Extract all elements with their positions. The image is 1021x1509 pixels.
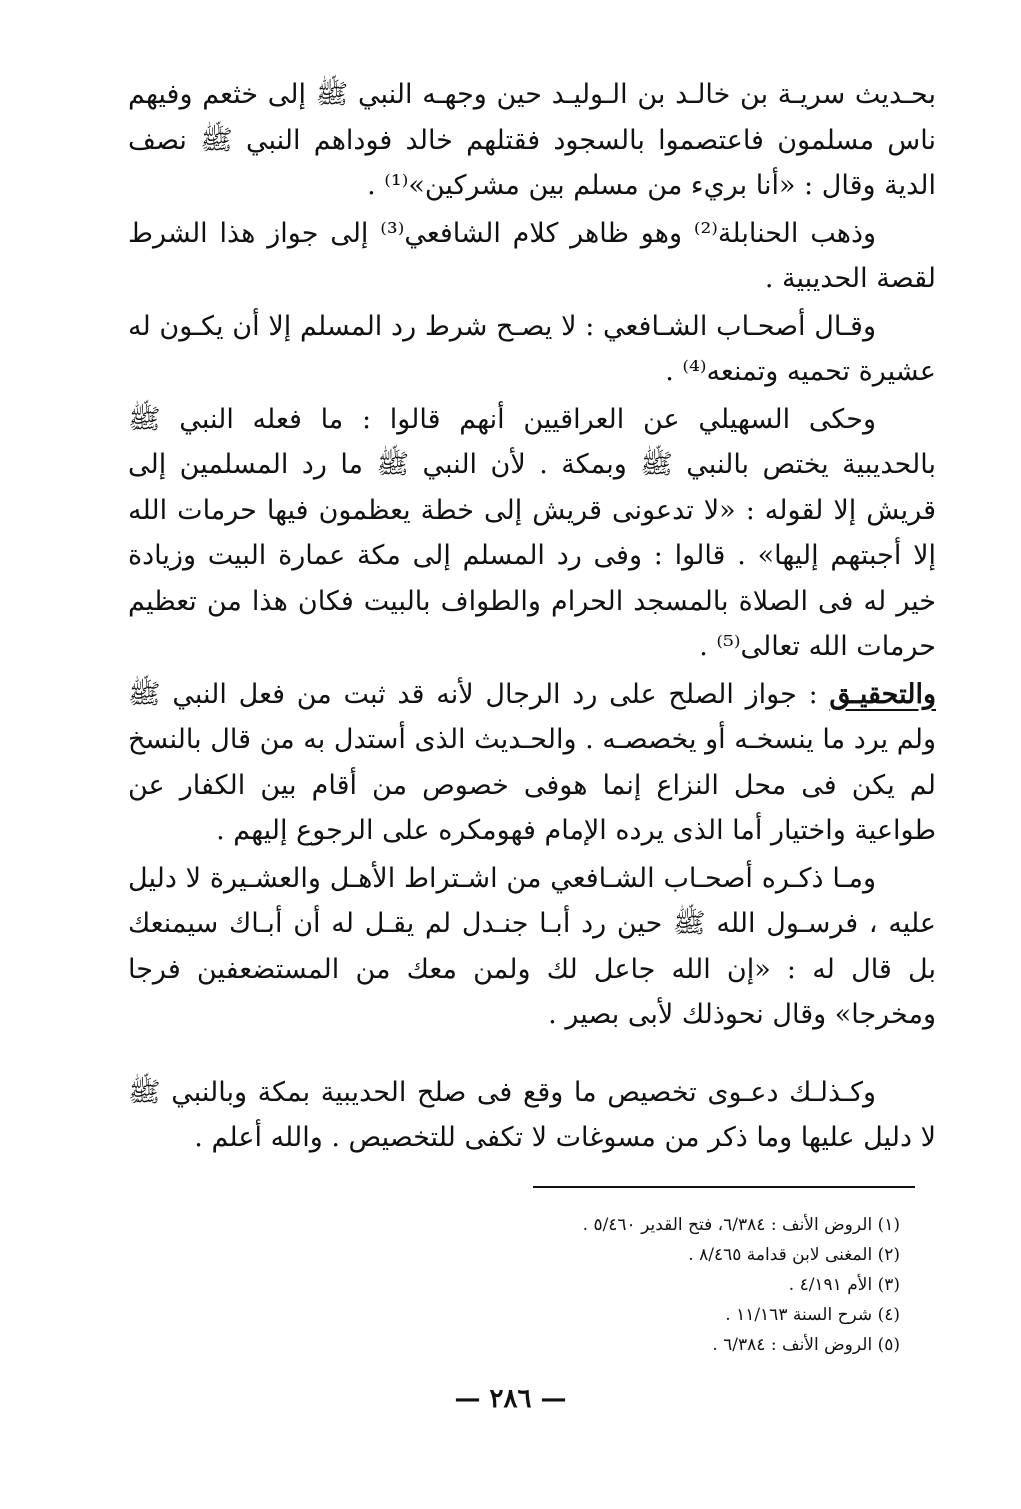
paragraph-hanabila: وذهب الحنابلة⁽²⁾ وهو ظاهر كلام الشافعي⁽³⁾ إلى جواز هذا الشرط لقصة الحديبية . <box>128 217 936 294</box>
footnote-divider <box>533 1186 915 1188</box>
paragraph-tahqiq <box>128 672 936 854</box>
paragraph-ishtirat-ahl: ومـا ذكـره أصحـاب الشـافعي من اشـتراط الأهـل والعشـيرة لا دليل عليه ، فرسـول الله ﷺ حين رد أبـا جنـدل لم يقـل له أن أبـاك سيمنعك بل قال له : «إن الله جاعل لك ولمن معك من المستضعفين فرجا ومخرجا» وقال نحوذلك لأبى بصير . <box>128 862 936 1030</box>
footnote-1: (١) الروض الأنف : ٦/٣٨٤، فتح القدير ٥/٤٦٠ . <box>582 1215 900 1235</box>
page-number: — ٢٨٦ — <box>454 1384 567 1414</box>
paragraph-suhayli: وحكى السهيلي عن العراقيين أنهم قالوا : ما فعله النبي ﷺ بالحديبية يختص بالنبي ﷺ وبمكة . لأن النبي ﷺ ما رد المسلمين إلى قريش إلا لقوله : «لا تدعونى قريش إلى خطة يعظمون فيها حرمات الله إلا أجبتهم إليها» . قالوا : وفى رد المسلم إلى مكة عمارة البيت وزيادة خير له فى الصلاة بالمسجد الحرام والطواف بالبيت فكان هذا من تعظيم حرمات الله تعالى⁽⁵⁾ . <box>128 403 936 662</box>
paragraph-conclusion: وكـذلـك دعـوى تخصيص ما وقع فى صلح الحديبية بمكة وبالنبي ﷺ لا دليل عليها وما ذكر من مسوغات لا تكفى للتخصيص . والله أعلم . <box>128 1076 936 1153</box>
tahqiq-text: : جواز الصلح على رد الرجال لأنه قد ثبت من فعل النبي ﷺ ولم يرد ما ينسخـه أو يخصصـه . والحـديث الذى أستدل به من قال بالنسخ لم يكن فى محل النزاع إنما هوفى خصوص من أقام بين الكفار عن طواعية واختيار أما الذى يرده الإمام فهومكره على الرجوع إليهم . <box>128 678 936 846</box>
paragraph-ashab-shafii: وقـال أصحـاب الشـافعي : لا يصـح شرط رد المسلم إلا أن يكـون له عشيرة تحميه وتمنعه⁽⁴⁾ . <box>128 310 936 387</box>
footnote-2: (٢) المغنى لابن قدامة ٨/٤٦٥ . <box>688 1245 900 1265</box>
footnote-4: (٤) شرح السنة ١١/١٦٣ . <box>725 1305 900 1325</box>
footnotes <box>380 1210 900 1360</box>
main-text <box>128 72 936 1161</box>
footnote-3: (٣) الأم ٤/١٩١ . <box>788 1275 900 1295</box>
footnote-5: (٥) الروض الأنف : ٦/٣٨٤ . <box>712 1335 900 1355</box>
paragraph-hadith-sariyya: بحـديث سريـة بن خالـد بن الـوليـد حين وجهـه النبي ﷺ إلى خثعم وفيهم ناس مسلمون فاعتصموا بالسجود فقتلهم خالد فوداهم النبي ﷺ نصف الدية وقال : «أنا بريء من مسلم بين مشركين»⁽¹⁾ . <box>128 79 936 201</box>
tahqiq-term: والتحقيـق <box>829 678 936 710</box>
